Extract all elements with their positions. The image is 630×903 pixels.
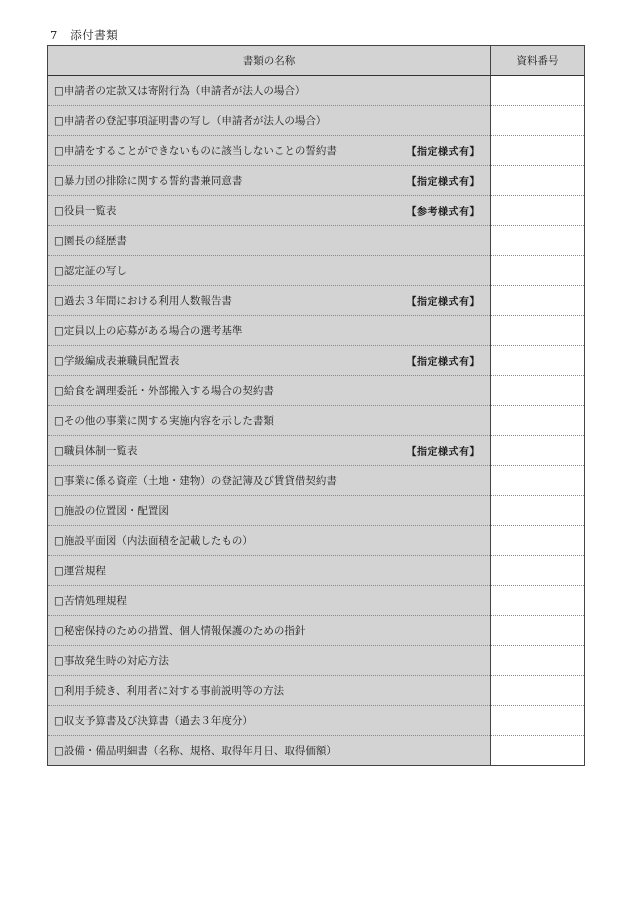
document-number-cell[interactable]: [491, 226, 585, 256]
document-name-wrap: [54, 503, 480, 518]
document-name: □施設の位置図・配置図: [54, 505, 169, 517]
document-name-cell: [48, 136, 491, 166]
document-number-cell[interactable]: [491, 736, 585, 766]
document-number-cell[interactable]: [491, 616, 585, 646]
document-name-wrap: [54, 383, 480, 398]
document-number-cell[interactable]: [491, 406, 585, 436]
table-row: [48, 676, 585, 706]
document-number-cell[interactable]: [491, 466, 585, 496]
document-name-cell: [48, 346, 491, 376]
document-name-wrap: [54, 473, 480, 488]
table-row: [48, 166, 585, 196]
table-row: [48, 406, 585, 436]
document-name-cell: [48, 586, 491, 616]
document-name-wrap: [54, 83, 480, 98]
table-row: [48, 466, 585, 496]
document-name: □学級編成表兼職員配置表: [54, 355, 180, 367]
document-number-cell[interactable]: [491, 676, 585, 706]
table-row: [48, 646, 585, 676]
table-row: [48, 496, 585, 526]
document-name-wrap: [54, 233, 480, 248]
document-name-wrap: [54, 683, 480, 698]
document-name: □暴力団の排除に関する誓約書兼同意書: [54, 175, 243, 187]
document-number-cell[interactable]: [491, 286, 585, 316]
document-name: □認定証の写し: [54, 265, 127, 277]
document-name: □申請者の定款又は寄附行為（申請者が法人の場合）: [54, 85, 306, 97]
header-document-name: 書類の名称: [48, 46, 491, 76]
document-name-cell: [48, 316, 491, 346]
document-name-cell: [48, 76, 491, 106]
document-number-cell[interactable]: [491, 526, 585, 556]
table-row: [48, 256, 585, 286]
document-number-cell[interactable]: [491, 196, 585, 226]
document-number-cell[interactable]: [491, 556, 585, 586]
document-name-wrap: [54, 713, 480, 728]
document-name: □利用手続き、利用者に対する事前説明等の方法: [54, 685, 284, 697]
form-template-tag: 【指定様式有】: [406, 297, 480, 308]
document-name: □園長の経歴書: [54, 235, 127, 247]
attachments-table: [47, 45, 585, 766]
document-name-cell: [48, 436, 491, 466]
document-name-cell: [48, 376, 491, 406]
document-name-wrap: [54, 203, 480, 218]
document-name-wrap: [54, 263, 480, 278]
document-name-cell: [48, 646, 491, 676]
document-name-cell: [48, 406, 491, 436]
table-row: [48, 196, 585, 226]
form-template-tag: 【指定様式有】: [406, 357, 480, 368]
document-name-wrap: [54, 143, 480, 158]
form-template-tag: 【指定様式有】: [406, 447, 480, 458]
form-template-tag: 【指定様式有】: [406, 177, 480, 188]
document-name: □施設平面図（内法面積を記載したもの）: [54, 535, 253, 547]
document-number-cell[interactable]: [491, 376, 585, 406]
document-name-wrap: [54, 113, 480, 128]
document-name-cell: [48, 496, 491, 526]
table-row: [48, 376, 585, 406]
table-row: [48, 76, 585, 106]
document-name: □秘密保持のための措置、個人情報保護のための指針: [54, 625, 306, 637]
section-number: 7: [50, 28, 58, 42]
table-header-row: [48, 46, 585, 76]
table-row: [48, 346, 585, 376]
document-name-cell: [48, 616, 491, 646]
table-row: [48, 226, 585, 256]
document-name-wrap: [54, 653, 480, 668]
document-name: □給食を調理委託・外部搬入する場合の契約書: [54, 385, 274, 397]
document-name: □その他の事業に関する実施内容を示した書類: [54, 415, 274, 427]
table-row: [48, 616, 585, 646]
header-document-number: 資料番号: [491, 46, 585, 76]
document-number-cell[interactable]: [491, 496, 585, 526]
document-name: □運営規程: [54, 565, 106, 577]
document-name-cell: [48, 226, 491, 256]
document-name: □事故発生時の対応方法: [54, 655, 169, 667]
document-name-cell: [48, 526, 491, 556]
document-number-cell[interactable]: [491, 256, 585, 286]
table-row: [48, 526, 585, 556]
document-name-wrap: [54, 563, 480, 578]
document-number-cell[interactable]: [491, 646, 585, 676]
document-name-wrap: [54, 443, 480, 458]
document-name-wrap: [54, 353, 480, 368]
table-row: [48, 136, 585, 166]
document-number-cell[interactable]: [491, 706, 585, 736]
document-name: □職員体制一覧表: [54, 445, 138, 457]
table-row: [48, 586, 585, 616]
document-name: □過去３年間における利用人数報告書: [54, 295, 232, 307]
document-number-cell[interactable]: [491, 106, 585, 136]
document-name-cell: [48, 676, 491, 706]
document-number-cell[interactable]: [491, 136, 585, 166]
document-number-cell[interactable]: [491, 586, 585, 616]
table-body: [48, 76, 585, 766]
form-template-tag: 【指定様式有】: [406, 147, 480, 158]
document-name-cell: [48, 736, 491, 766]
section-heading: [50, 27, 118, 43]
table-row: [48, 316, 585, 346]
document-name-wrap: [54, 293, 480, 308]
document-name: □収支予算書及び決算書（過去３年度分）: [54, 715, 253, 727]
document-name: □苦情処理規程: [54, 595, 127, 607]
document-name-wrap: [54, 593, 480, 608]
document-name-cell: [48, 166, 491, 196]
document-name-cell: [48, 556, 491, 586]
document-name: □申請をすることができないものに該当しないことの誓約書: [54, 145, 337, 157]
document-name: □申請者の登記事項証明書の写し（申請者が法人の場合）: [54, 115, 327, 127]
table-row: [48, 286, 585, 316]
form-template-tag: 【参考様式有】: [406, 207, 480, 218]
document-name-cell: [48, 256, 491, 286]
document-name-cell: [48, 706, 491, 736]
table-row: [48, 706, 585, 736]
document-name-wrap: [54, 323, 480, 338]
table-row: [48, 436, 585, 466]
document-name-wrap: [54, 173, 480, 188]
document-name: □定員以上の応募がある場合の選考基準: [54, 325, 243, 337]
document-number-cell[interactable]: [491, 346, 585, 376]
document-name-cell: [48, 196, 491, 226]
document-name-cell: [48, 466, 491, 496]
document-number-cell[interactable]: [491, 166, 585, 196]
table-row: [48, 106, 585, 136]
document-name-wrap: [54, 743, 480, 758]
document-name: □事業に係る資産（土地・建物）の登記簿及び賃貸借契約書: [54, 475, 337, 487]
table-row: [48, 736, 585, 766]
table-row: [48, 556, 585, 586]
document-name-wrap: [54, 413, 480, 428]
document-number-cell[interactable]: [491, 76, 585, 106]
document-name-cell: [48, 286, 491, 316]
document-number-cell[interactable]: [491, 436, 585, 466]
document-name: □役員一覧表: [54, 205, 117, 217]
document-name-wrap: [54, 623, 480, 638]
document-name-wrap: [54, 533, 480, 548]
document-number-cell[interactable]: [491, 316, 585, 346]
section-title: 添付書類: [70, 28, 119, 42]
document-name-cell: [48, 106, 491, 136]
document-name: □設備・備品明細書（名称、規格、取得年月日、取得価額）: [54, 745, 337, 757]
